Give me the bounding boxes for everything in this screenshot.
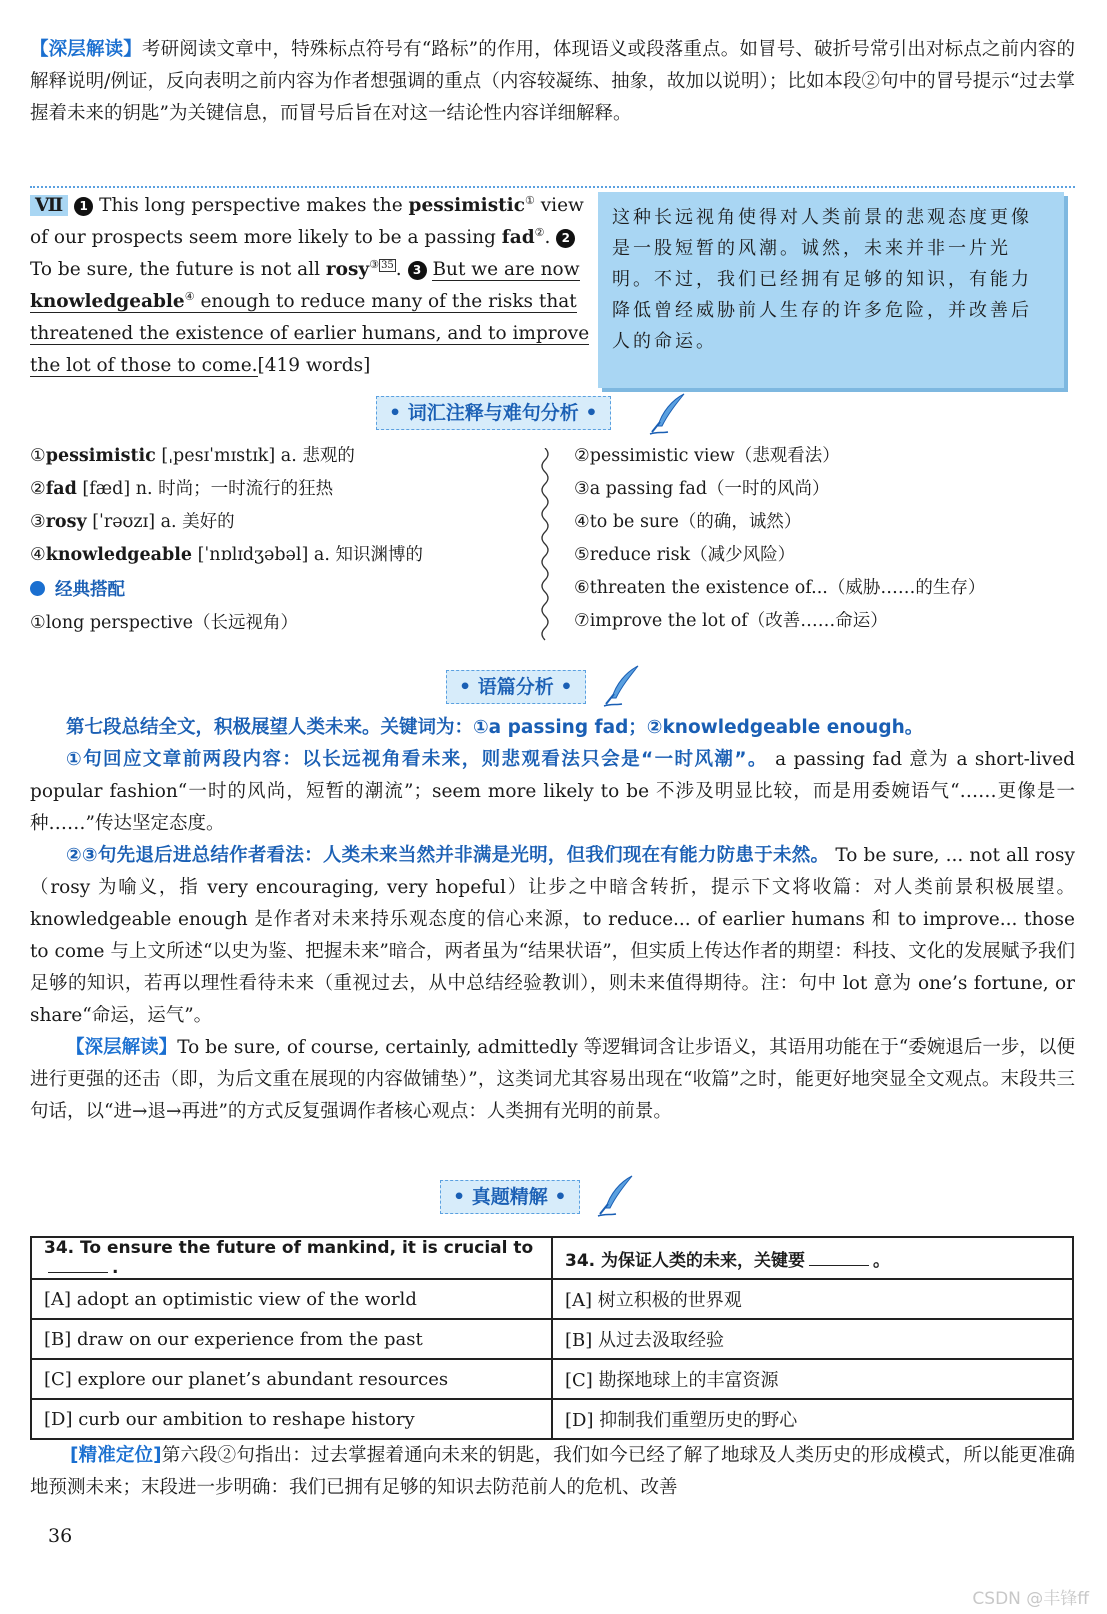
wavy-divider: [535, 448, 555, 644]
vocab-num: ③: [30, 512, 46, 532]
collocation-title-row: [30, 574, 530, 607]
p2-lead: ②③句先退后进总结作者看法：人类未来当然并非满是光明，但我们现在有能力防患于未然。: [66, 845, 830, 866]
vocab-def: [ˈrəʊzɪ] a. 美好的: [86, 512, 235, 532]
option-row: [31, 1359, 1073, 1399]
note-ref-1: ①: [524, 193, 535, 207]
collocation-item: ⑤reduce risk（减少风险）: [574, 545, 796, 565]
collocation-item: ⑦improve the lot of（改善……命运）: [574, 611, 888, 631]
discourse-analysis: [30, 712, 1075, 1128]
sentence-1c: .: [544, 227, 557, 248]
question-stem-en: [31, 1237, 552, 1279]
watermark: CSDN @丰锋ff: [972, 1589, 1089, 1609]
translation-box: [598, 192, 1064, 388]
intro-section: [30, 34, 1075, 130]
collocation-item: ⑥threaten the existence of...（威胁……的生存）: [574, 578, 986, 598]
discourse-heading: • 语篇分析 •: [446, 670, 586, 704]
vocab-num: ④: [30, 545, 46, 565]
vocab-def: [ˈnɒlɪdʒəbəl] a. 知识渊博的: [192, 545, 423, 565]
quill-icon: [602, 664, 642, 708]
question-table: [30, 1236, 1074, 1440]
quill-icon: [596, 1174, 636, 1218]
locate-tag: [精准定位]: [70, 1445, 162, 1466]
sentence-2b: .: [395, 259, 408, 280]
vocab-item: [30, 506, 530, 539]
sentence-2a: To be sure, the future is not all: [30, 259, 326, 280]
option-cn: [C] 勘探地球上的丰富资源: [552, 1359, 1073, 1399]
sentence-1a: This long perspective makes the: [99, 195, 409, 216]
stem-end: .: [112, 1258, 119, 1278]
paragraph-roman-numeral: Ⅶ: [30, 195, 68, 216]
analysis-summary: [30, 712, 1075, 744]
question-stem-row: [31, 1237, 1073, 1279]
analysis-paragraph-2: [30, 840, 1075, 1032]
option-en: [D] curb our ambition to reshape history: [31, 1399, 552, 1439]
note-ref-4: ④: [184, 289, 195, 303]
intro-paragraph: [30, 34, 1075, 130]
translation-text: 这种长远视角使得对人类前景的悲观态度更像是一股短暂的风潮。诚然，未来并非一片光明。不过，我们已经拥有足够的知识，有能力降低曾经威胁前人生存的许多危险，并改善后人的命运。: [612, 207, 1032, 352]
locate-section: [30, 1440, 1075, 1504]
vocab-num: ②: [30, 479, 46, 499]
p1-lead: ①句回应文章前两段内容：以长远视角看未来，则悲观看法只会是“一时风潮”。: [66, 749, 768, 770]
vocab-item: [30, 539, 530, 572]
p3-tag: 【深层解读】: [66, 1037, 178, 1058]
summary-text: 第七段总结全文，积极展望人类未来。关键词为：①a passing fad；②knowledgeable enough。: [66, 717, 924, 738]
vocab-item: [30, 440, 530, 473]
option-row: [31, 1319, 1073, 1359]
question-ref-35: 35: [381, 259, 394, 271]
sentence-number-2: 2: [556, 229, 575, 248]
option-row: [31, 1399, 1073, 1439]
note-ref-2: ②: [534, 225, 545, 239]
word-count: [419 words]: [257, 355, 371, 376]
question-stem-cn: [552, 1237, 1073, 1279]
vocab-word-knowledgeable: knowledgeable: [30, 291, 185, 312]
locate-paragraph: [30, 1440, 1075, 1504]
p2-text: To be sure, ... not all rosy（rosy 为喻义，指 very encouraging, very hopeful）让步之中暗含转折，提示下文将收篇：对人类前景积极展望。knowledgeable enough 是作者对未来持乐观态度的信心来源，to reduce... of earlier humans 和 to improve... those to come 与上文所述“以史为鉴、把握未来”暗合，两者虽为“结果状语”，但实质上传达作者的期望：科技、文化的发展赋予我们足够的知识，若再以理性看待未来（重视过去，从中总结经验教训），则未来值得期待。注：句中 lot 意为 one’s fortune, or share“命运，运气”。: [30, 845, 1075, 1026]
option-en: [A] adopt an optimistic view of the world: [31, 1279, 552, 1319]
option-cn: [A] 树立积极的世界观: [552, 1279, 1073, 1319]
option-row: [31, 1279, 1073, 1319]
collocation-item: ②pessimistic view（悲观看法）: [574, 446, 840, 466]
stem-text: 34. 为保证人类的未来，关键要: [565, 1250, 806, 1271]
option-en: [B] draw on our experience from the past: [31, 1319, 552, 1359]
sentence-number-1: 1: [74, 197, 93, 216]
vocab-word-rosy: rosy: [325, 259, 370, 280]
sentence-number-3: 3: [408, 261, 427, 280]
p3-text: To be sure, of course, certainly, admittedly 等逻辑词含让步语义，其语用功能在于“委婉退后一步，以便进行更强的还击（即，为后文重在展现的内容做铺垫）”，这类词尤其容易出现在“收篇”之时，能更好地突显全文观点。末段共三句话，以“进→退→再进”的方式反复强调作者核心观点：人类拥有光明的前景。: [30, 1037, 1075, 1122]
locate-text: 第六段②句指出：过去掌握着通向未来的钥匙，我们如今已经了解了地球及人类历史的形成模式，所以能更准确地预测未来；末段进一步明确：我们已拥有足够的知识去防范前人的危机、改善: [30, 1445, 1075, 1498]
stem-end: 。: [873, 1250, 891, 1271]
page-number: 36: [48, 1525, 73, 1547]
collocation-item: ③a passing fad（一时的风尚）: [574, 479, 830, 499]
vocab-def: [fæd] n. 时尚；一时流行的狂热: [76, 479, 334, 499]
collocation-item: ①long perspective（长远视角）: [30, 613, 298, 633]
vocab-item: [30, 473, 530, 506]
intro-tag: 【深层解读】: [30, 39, 142, 60]
analysis-paragraph-1: [30, 744, 1075, 840]
intro-text: 考研阅读文章中，特殊标点符号有“路标”的作用，体现语义或段落重点。如冒号、破折号常引出对标点之前内容的解释说明/例证，反向表明之前内容为作者想强调的重点（内容较凝练、抽象，故加以说明）；比如本段②句中的冒号提示“过去掌握着未来的钥匙”为关键信息，而冒号后旨在对这一结论性内容详细解释。: [30, 39, 1075, 124]
collocation-title: 经典搭配: [55, 580, 125, 600]
answer-blank: [809, 1265, 869, 1266]
quill-icon: [648, 392, 688, 436]
sentence-3a: But we are now: [432, 259, 580, 280]
vocab-word: knowledgeable: [45, 545, 193, 565]
passage-english: [30, 190, 602, 382]
p1-text: a passing fad 意为 a short-lived popular fashion“一时的风尚，短暂的潮流”；seem more likely to be 不涉及明显比较，而是用委婉语气“……更像是一种……”传达坚定态度。: [30, 749, 1075, 834]
collocation-item: ④to be sure（的确，诚然）: [574, 512, 802, 532]
sentence-1b: view of our prospects seem more likely to be a passing: [30, 195, 584, 248]
vocab-num: ①: [30, 446, 46, 466]
collocation-list: [574, 440, 1074, 638]
vocab-def: [ˌpesɪˈmɪstɪk] a. 悲观的: [155, 446, 355, 466]
vocab-word-fad: fad: [501, 227, 535, 248]
vocab-word: fad: [45, 479, 77, 499]
vocab-list: [30, 440, 530, 640]
option-cn: [D] 抑制我们重塑历史的野心: [552, 1399, 1073, 1439]
option-cn: [B] 从过去汲取经验: [552, 1319, 1073, 1359]
analysis-paragraph-3: [30, 1032, 1075, 1128]
vocab-word: pessimistic: [45, 446, 156, 466]
stem-text: 34. To ensure the future of mankind, it is crucial to: [44, 1238, 534, 1258]
vocab-heading: • 词汇注释与难句分析 •: [376, 396, 611, 430]
sentence-3b: enough to reduce many of the risks that threatened the existence of earlier humans, and to improve the lot of those to come.: [30, 291, 590, 376]
section-divider: [30, 186, 1075, 188]
note-ref-3: ③: [369, 257, 380, 271]
option-en: [C] explore our planet’s abundant resources: [31, 1359, 552, 1399]
answer-blank: [48, 1272, 108, 1273]
vocab-word: rosy: [45, 512, 87, 532]
bullet-dot-icon: [30, 581, 45, 596]
vocab-word-pessimistic: pessimistic: [408, 195, 525, 216]
question-heading: • 真题精解 •: [440, 1180, 580, 1214]
